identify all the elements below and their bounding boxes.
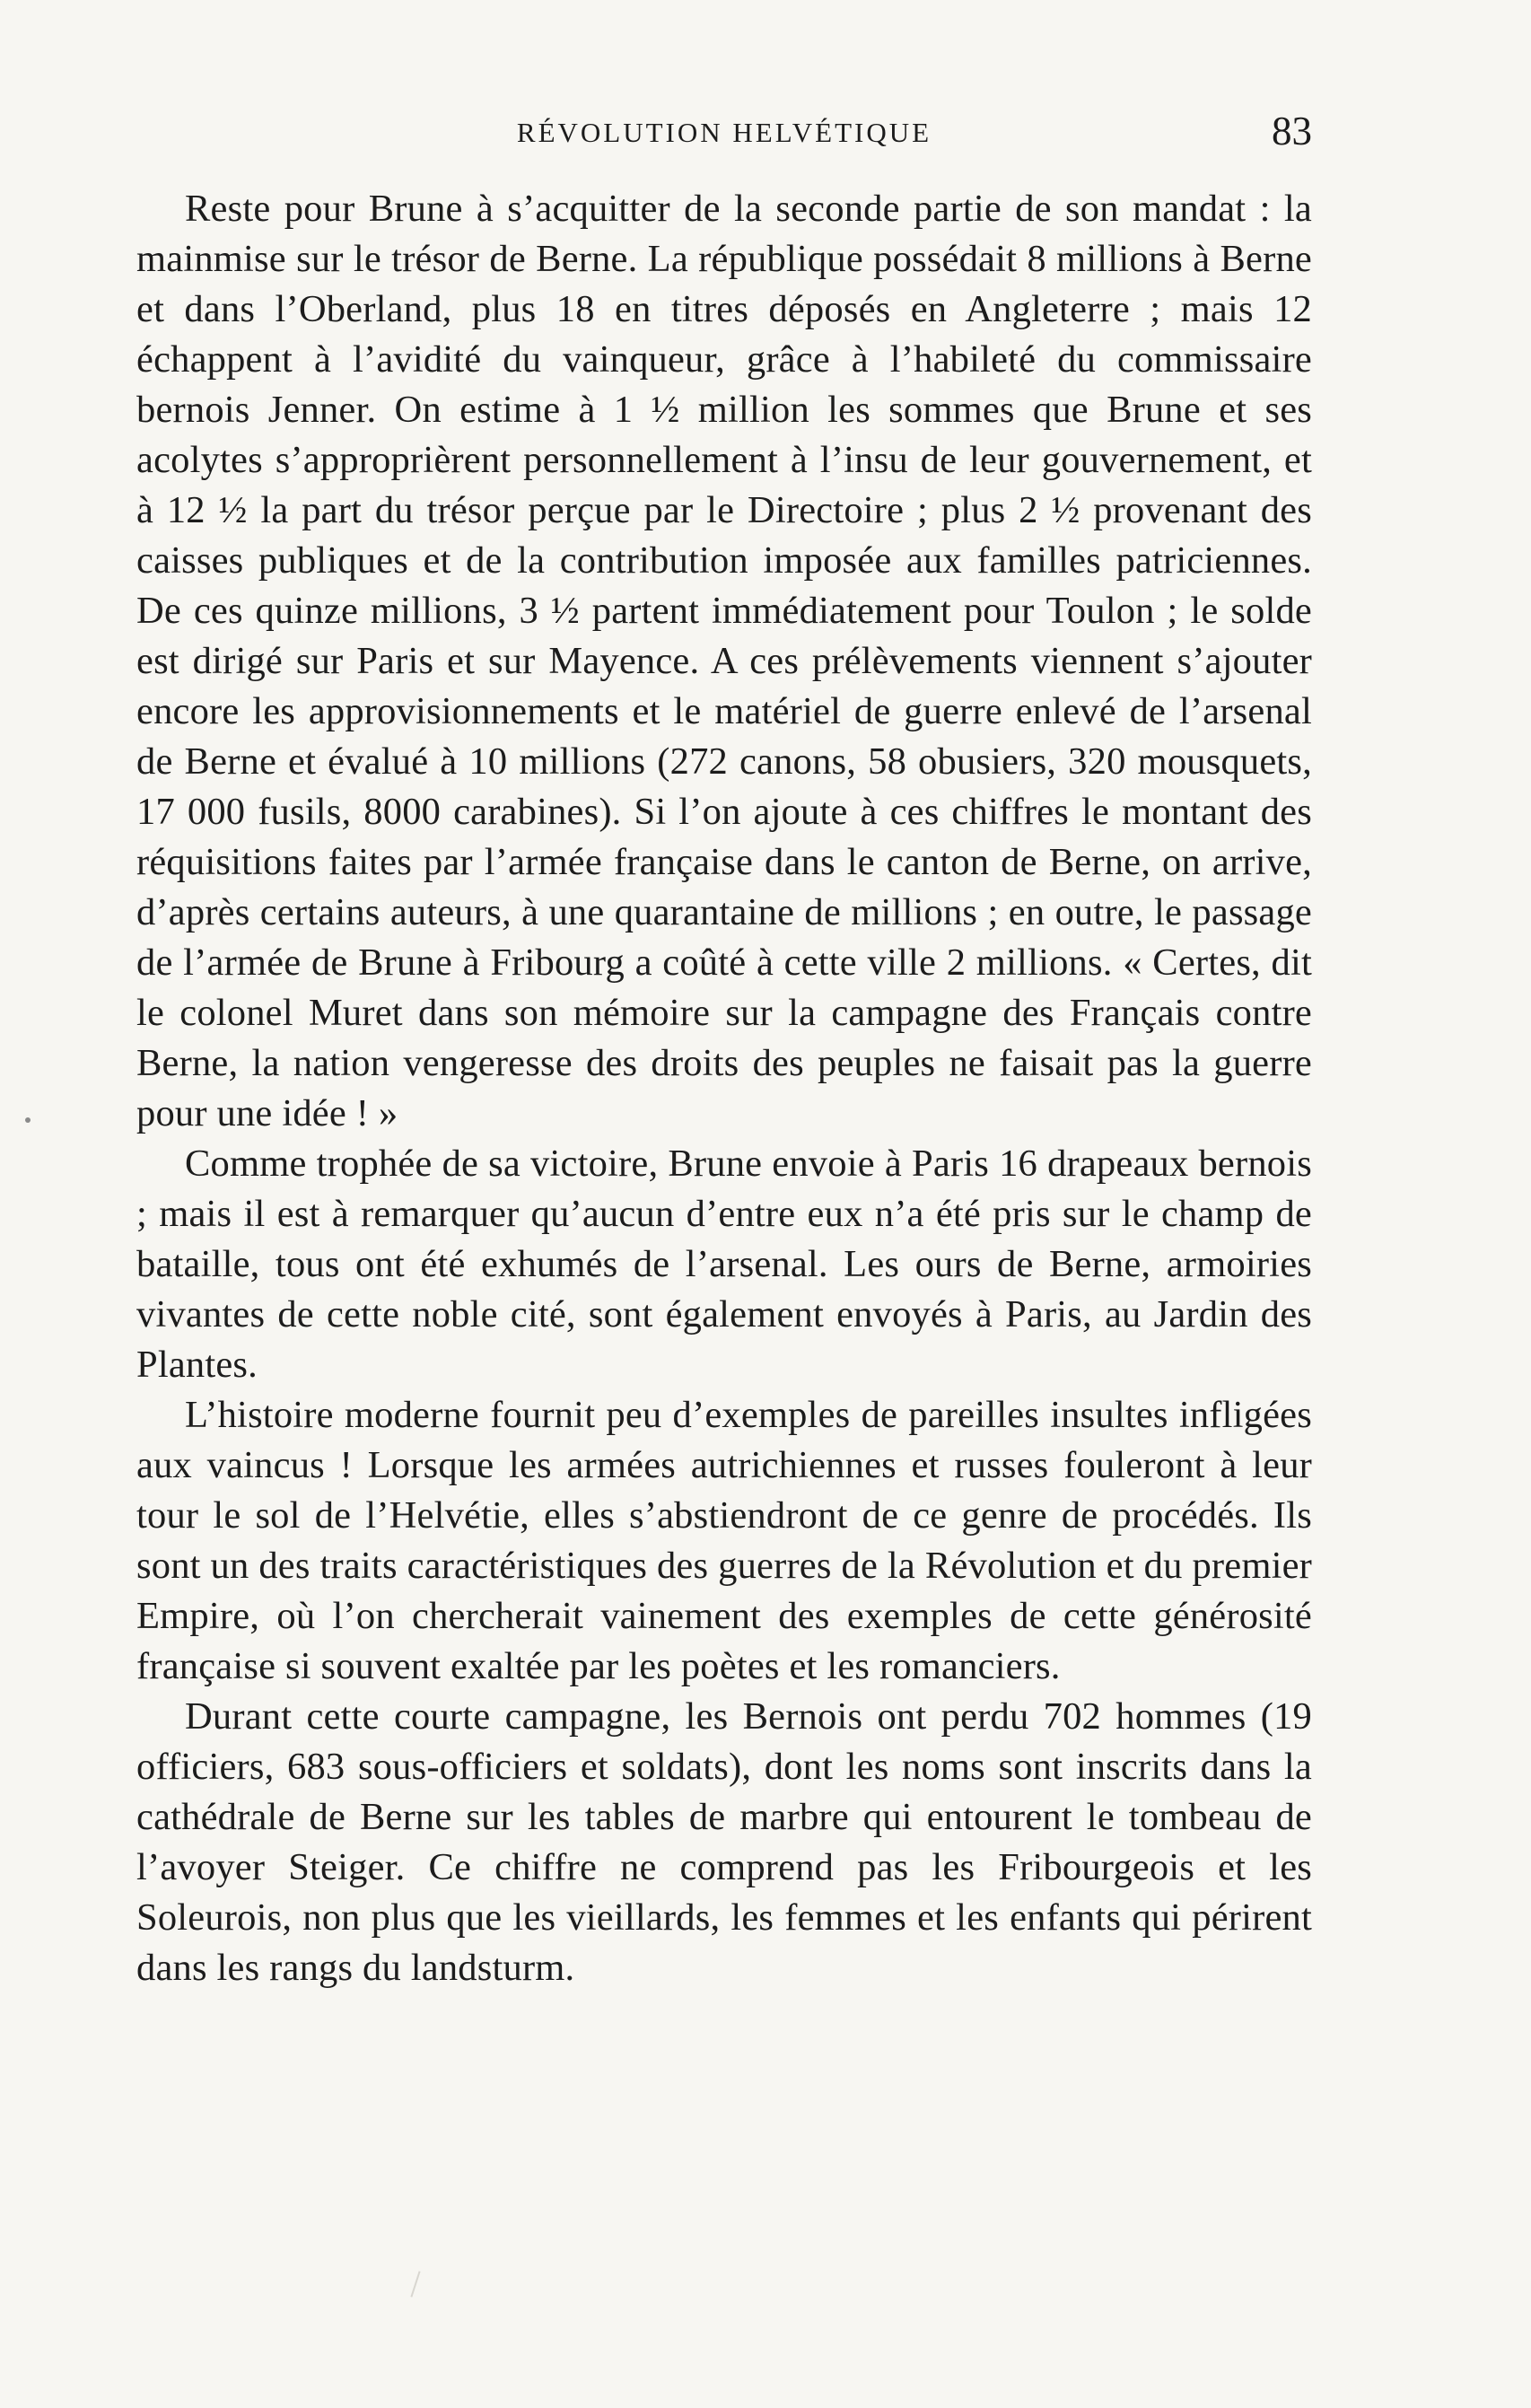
paragraph: Comme trophée de sa victoire, Brune envoie à Paris 16 drapeaux bernois ; mais il est à remarquer qu’aucun d’entre eux n’a été pris sur le champ de bataille, tous ont été exhumés de l’arsenal. Les ours de Berne, armoiries vivantes de cette noble cité, sont également envoyés à Paris, au Jardin des Plantes. (136, 1143, 1312, 1386)
paper-mark (410, 2271, 420, 2297)
margin-mark (25, 1117, 31, 1123)
page-number: 83 (1272, 109, 1312, 153)
page-header (136, 109, 1312, 169)
paragraph: Durant cette courte campagne, les Bernois ont perdu 702 hommes (19 officiers, 683 sous-officiers et soldats), dont les noms sont inscrits dans la cathédrale de Berne sur les tables de marbre qui entourent le tombeau de l’avoyer Steiger. Ce chiffre ne comprend pas les Fribourgeois et les Soleurois, non plus que les vieillards, les femmes et les enfants qui périrent dans les rangs du landsturm. (136, 1695, 1312, 1989)
paragraph: Reste pour Brune à s’acquitter de la seconde partie de son mandat : la mainmise sur le trésor de Berne. La république possédait 8 millions à Berne et dans l’Oberland, plus 18 en titres déposés en Angleterre ; mais 12 échappent à l’avidité du vainqueur, grâce à l’habileté du commissaire bernois Jenner. On estime à 1 ½ million les sommes que Brune et ses acolytes s’approprièrent personnellement à l’insu de leur gouvernement, et à 12 ½ la part du trésor perçue par le Directoire ; plus 2 ½ provenant des caisses publiques et de la contribution imposée aux familles patriciennes. De ces quinze millions, 3 ½ partent immédiatement pour Toulon ; le solde est dirigé sur Paris et sur Mayence. A ces prélèvements viennent s’ajouter encore les approvisionnements et le matériel de guerre enlevé de l’arsenal de Berne et évalué à 10 millions (272 canons, 58 obusiers, 320 mousquets, 17 000 fusils, 8000 carabines). Si l’on ajoute à ces chiffres le montant des réquisitions faites par l’armée française dans le canton de Berne, on arrive, d’après certains auteurs, à une quarantaine de millions ; en outre, le passage de l’armée de Brune à Fribourg a coûté à cette ville 2 millions. « Certes, dit le colonel Muret dans son mémoire sur la campagne des Français contre Berne, la nation vengeresse des droits des peuples ne faisait pas la guerre pour une idée ! » (136, 188, 1312, 1134)
paragraph: L’histoire moderne fournit peu d’exemples de pareilles insultes infligées aux vaincus ! Lorsque les armées autrichiennes et russes fouleront à leur tour le sol de l’Helvétie, elles s’abstiendront de ce genre de procédés. Ils sont un des traits caractéristiques des guerres de la Révolution et du premier Empire, où l’on chercherait vainement des exemples de cette générosité française si souvent exaltée par les poètes et les romanciers. (136, 1394, 1312, 1687)
body-text (136, 184, 1312, 1993)
running-title: RÉVOLUTION HELVÉTIQUE (516, 117, 932, 148)
